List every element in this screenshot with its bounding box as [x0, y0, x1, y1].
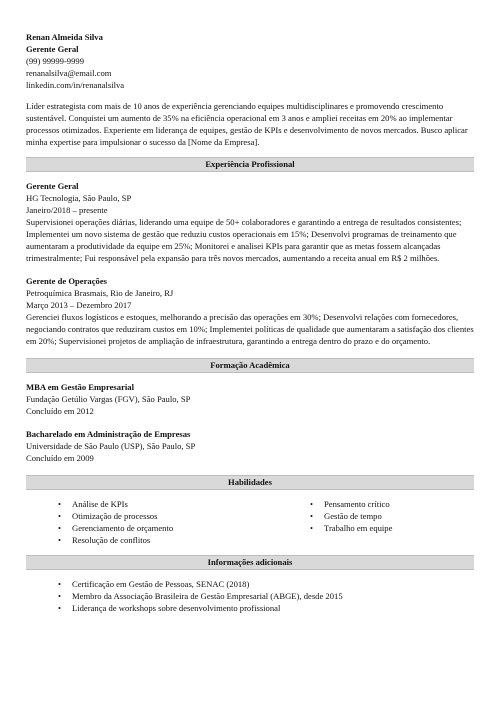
education-entry	[26, 428, 474, 464]
job-description: Supervisionei operações diárias, liderando uma equipe de 50+ colaboradores e garantindo a entrega de resultados consistentes; Implementei um novo sistema de gestão que reduziu custos operacionais em 15%; Desenvolvi programas de treinamento que aumentaram a produtividade da equipe em 25%; Monitorei e analisei KPIs para garantir que as metas fossem alcançadas trimestralmente; Fui responsável pela expansão para três novos mercados, aumentando a receita anual em R$ 2 milhões.	[26, 217, 462, 263]
job-title: Gerente de Operações	[26, 276, 107, 286]
info-item: • Liderança de workshops sobre desenvolvimento profissional	[58, 602, 474, 614]
degree-title: Bacharelado em Administração de Empresas	[26, 429, 191, 439]
degree-institution: Fundação Getúlio Vargas (FGV), São Paulo, SP	[26, 394, 191, 404]
job-description: Gerenciei fluxos logísticos e estoques, melhorando a precisão das operações em 30%; Desenvolvi relações com fornecedores, negociando contratos que reduziram custos em 10%; Implementei políticas de qualidade que aumentaram a satisfação dos clientes em 20%; Supervisionei projetos de ampliação de infraestrutura, garantindo a entrega dentro do prazo e do orçamento.	[26, 312, 474, 346]
degree-status: Concluído em 2009	[26, 453, 94, 463]
section-heading-skills: Habilidades	[26, 475, 474, 490]
candidate-name: Renan Almeida Silva	[26, 32, 103, 42]
skill-item: • Pensamento crítico	[310, 498, 392, 510]
skill-item: • Otimização de processos	[58, 510, 173, 522]
section-heading-education: Formação Acadêmica	[26, 358, 474, 373]
skills-column-2	[310, 498, 392, 534]
skill-item: • Gestão de tempo	[310, 510, 392, 522]
resume-header	[26, 31, 474, 91]
job-period: Março 2013 – Dezembro 2017	[26, 300, 132, 310]
additional-info-list	[26, 578, 474, 614]
job-period: Janeiro/2018 – presente	[26, 205, 108, 215]
info-item: • Certificação em Gestão de Pessoas, SENAC (2018)	[58, 578, 474, 590]
skills-list	[26, 498, 474, 546]
education-entry	[26, 381, 474, 417]
professional-summary: Líder estrategista com mais de 10 anos de experiência gerenciando equipes multidisciplinares e promovendo crescimento sustentável. Conquistei um aumento de 35% na eficiência operacional em 3 anos e ampliei receitas em 20% ao implementar processos otimizados. Experiente em liderança de equipes, gestão de KPIs e desenvolvimento de novos mercados. Busco aplicar minha expertise para impulsionar o sucesso da [Nome da Empresa].	[26, 101, 468, 147]
degree-title: MBA em Gestão Empresarial	[26, 382, 134, 392]
job-company: HG Tecnologia, São Paulo, SP	[26, 193, 132, 203]
skill-item: • Análise de KPIs	[58, 498, 173, 510]
job-company: Petroquímica Brasmais, Rio de Janeiro, RJ	[26, 288, 174, 298]
linkedin-url: linkedin.com/in/renanalsilva	[26, 80, 125, 90]
phone-number: (99) 99999-9999	[26, 56, 84, 66]
email-address: renanalsilva@email.com	[26, 68, 112, 78]
skill-item: • Trabalho em equipe	[310, 522, 392, 534]
degree-status: Concluído em 2012	[26, 406, 94, 416]
skill-item: • Gerenciamento de orçamento	[58, 522, 173, 534]
info-item: • Membro da Associação Brasileira de Gestão Empresarial (ABGE), desde 2015	[58, 590, 474, 602]
degree-institution: Universidade de São Paulo (USP), São Paulo, SP	[26, 441, 196, 451]
section-heading-experience: Experiência Profissional	[26, 157, 474, 172]
candidate-title: Gerente Geral	[26, 44, 79, 54]
job-title: Gerente Geral	[26, 181, 79, 191]
section-heading-additional-info: Informações adicionais	[26, 555, 474, 570]
skills-column-1	[26, 498, 173, 546]
experience-entry	[26, 275, 474, 347]
experience-entry	[26, 180, 474, 264]
skill-item: • Resolução de conflitos	[58, 534, 173, 546]
